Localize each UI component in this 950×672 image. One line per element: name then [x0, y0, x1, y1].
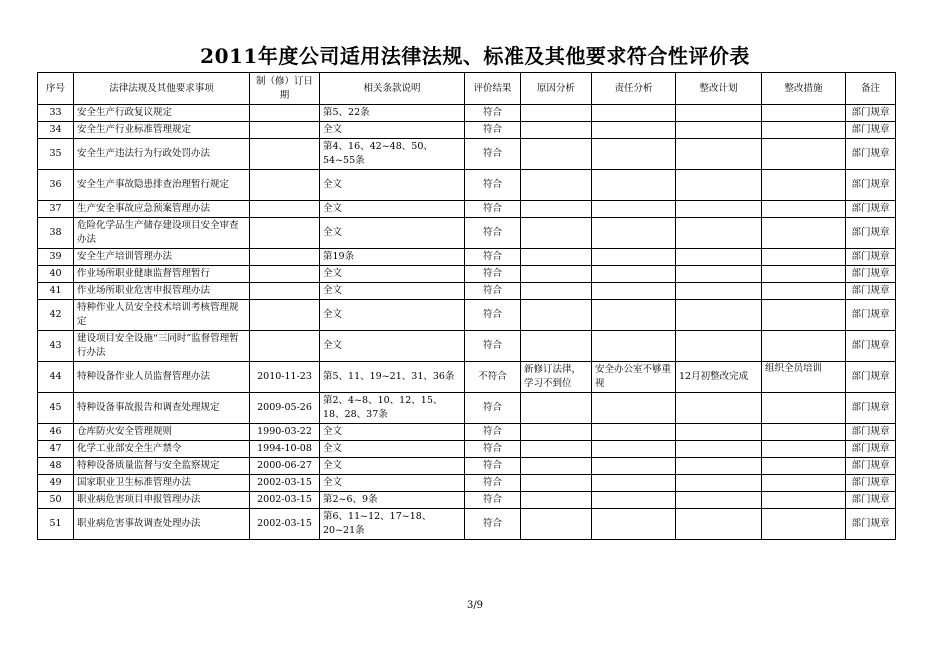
cell-note: 部门规章	[846, 424, 896, 441]
cell-clause: 全文	[320, 458, 465, 475]
table-row	[38, 249, 896, 266]
cell-date: 2002-03-15	[250, 509, 320, 540]
cell-clause: 第2~6、9条	[320, 492, 465, 509]
cell-date: 2009-05-26	[250, 393, 320, 424]
cell-plan	[676, 509, 762, 540]
cell-note: 部门规章	[846, 249, 896, 266]
cell-date	[250, 170, 320, 201]
cell-date	[250, 201, 320, 218]
cell-measure	[762, 105, 846, 122]
cell-measure	[762, 393, 846, 424]
cell-name: 安全生产培训管理办法	[74, 249, 250, 266]
cell-cause	[521, 509, 592, 540]
header-resp: 责任分析	[592, 73, 676, 105]
cell-measure	[762, 170, 846, 201]
cell-no: 37	[38, 201, 74, 218]
cell-resp	[592, 458, 676, 475]
cell-resp	[592, 249, 676, 266]
cell-name: 作业场所职业健康监督管理暂行	[74, 266, 250, 283]
header-clause: 相关条款说明	[320, 73, 465, 105]
cell-name: 特种设备质量监督与安全监察规定	[74, 458, 250, 475]
cell-name: 安全生产违法行为行政处罚办法	[74, 139, 250, 170]
cell-clause: 第5、22条	[320, 105, 465, 122]
cell-plan	[676, 201, 762, 218]
cell-clause: 全文	[320, 424, 465, 441]
table-row	[38, 331, 896, 362]
cell-measure	[762, 122, 846, 139]
cell-plan: 12月初整改完成	[676, 362, 762, 393]
cell-name: 作业场所职业危害申报管理办法	[74, 283, 250, 300]
cell-cause	[521, 331, 592, 362]
cell-name: 化学工业部安全生产禁令	[74, 441, 250, 458]
cell-date: 2002-03-15	[250, 475, 320, 492]
cell-no: 44	[38, 362, 74, 393]
cell-clause: 全文	[320, 170, 465, 201]
cell-result: 符合	[465, 300, 521, 331]
header-row	[38, 73, 896, 105]
cell-name: 仓库防火安全管理规则	[74, 424, 250, 441]
cell-clause: 全文	[320, 441, 465, 458]
cell-date	[250, 283, 320, 300]
header-result: 评价结果	[465, 73, 521, 105]
cell-cause	[521, 266, 592, 283]
cell-result: 符合	[465, 122, 521, 139]
cell-measure	[762, 509, 846, 540]
cell-cause	[521, 492, 592, 509]
cell-clause: 第2、4~8、10、12、15、18、28、37条	[320, 393, 465, 424]
cell-measure	[762, 458, 846, 475]
cell-cause	[521, 458, 592, 475]
header-date: 制（修）订日期	[250, 73, 320, 105]
table-row	[38, 492, 896, 509]
cell-measure	[762, 475, 846, 492]
cell-result: 符合	[465, 458, 521, 475]
cell-date: 2000-06-27	[250, 458, 320, 475]
cell-clause: 全文	[320, 300, 465, 331]
cell-plan	[676, 218, 762, 249]
cell-clause: 全文	[320, 266, 465, 283]
cell-cause	[521, 170, 592, 201]
table-row	[38, 105, 896, 122]
cell-cause	[521, 105, 592, 122]
cell-plan	[676, 266, 762, 283]
cell-date	[250, 139, 320, 170]
cell-name: 特种设备事故报告和调查处理规定	[74, 393, 250, 424]
table-row	[38, 201, 896, 218]
cell-date	[250, 249, 320, 266]
cell-name: 建设项目安全设施“三同时”监督管理暂行办法	[74, 331, 250, 362]
cell-no: 35	[38, 139, 74, 170]
cell-resp	[592, 218, 676, 249]
cell-plan	[676, 300, 762, 331]
cell-no: 38	[38, 218, 74, 249]
cell-date	[250, 266, 320, 283]
cell-clause: 全文	[320, 201, 465, 218]
cell-resp	[592, 331, 676, 362]
cell-cause	[521, 249, 592, 266]
cell-note: 部门规章	[846, 509, 896, 540]
header-name: 法律法规及其他要求事项	[74, 73, 250, 105]
cell-resp	[592, 509, 676, 540]
cell-clause: 第4、16、42~48、50、54~55条	[320, 139, 465, 170]
cell-cause	[521, 201, 592, 218]
cell-resp	[592, 201, 676, 218]
cell-plan	[676, 249, 762, 266]
cell-clause: 全文	[320, 475, 465, 492]
cell-date: 2002-03-15	[250, 492, 320, 509]
cell-resp	[592, 441, 676, 458]
cell-measure	[762, 424, 846, 441]
cell-name: 职业病危害项目申报管理办法	[74, 492, 250, 509]
cell-clause: 第19条	[320, 249, 465, 266]
cell-note: 部门规章	[846, 492, 896, 509]
table-row	[38, 283, 896, 300]
cell-no: 36	[38, 170, 74, 201]
cell-no: 41	[38, 283, 74, 300]
cell-result: 符合	[465, 424, 521, 441]
compliance-table	[37, 72, 896, 540]
cell-measure	[762, 249, 846, 266]
cell-clause: 全文	[320, 218, 465, 249]
cell-name: 特种作业人员安全技术培训考核管理规定	[74, 300, 250, 331]
cell-resp: 安全办公室不够重视	[592, 362, 676, 393]
cell-plan	[676, 105, 762, 122]
cell-measure	[762, 283, 846, 300]
cell-note: 部门规章	[846, 441, 896, 458]
cell-resp	[592, 300, 676, 331]
cell-result: 符合	[465, 139, 521, 170]
cell-clause: 第5、11、19~21、31、36条	[320, 362, 465, 393]
header-measure: 整改措施	[762, 73, 846, 105]
cell-measure	[762, 266, 846, 283]
cell-no: 46	[38, 424, 74, 441]
cell-clause: 全文	[320, 331, 465, 362]
cell-no: 39	[38, 249, 74, 266]
cell-measure: 组织全员培训	[762, 362, 846, 393]
cell-result: 符合	[465, 105, 521, 122]
cell-name: 国家职业卫生标准管理办法	[74, 475, 250, 492]
cell-note: 部门规章	[846, 139, 896, 170]
cell-plan	[676, 283, 762, 300]
cell-no: 40	[38, 266, 74, 283]
table-row	[38, 362, 896, 393]
cell-result: 不符合	[465, 362, 521, 393]
cell-cause	[521, 393, 592, 424]
cell-date	[250, 300, 320, 331]
table-row	[38, 266, 896, 283]
cell-cause	[521, 218, 592, 249]
cell-note: 部门规章	[846, 218, 896, 249]
header-note: 备注	[846, 73, 896, 105]
cell-cause	[521, 139, 592, 170]
cell-no: 49	[38, 475, 74, 492]
table-row	[38, 218, 896, 249]
cell-measure	[762, 331, 846, 362]
table-row	[38, 424, 896, 441]
cell-note: 部门规章	[846, 266, 896, 283]
cell-measure	[762, 218, 846, 249]
table-row	[38, 300, 896, 331]
cell-plan	[676, 475, 762, 492]
cell-resp	[592, 105, 676, 122]
cell-plan	[676, 424, 762, 441]
cell-result: 符合	[465, 509, 521, 540]
cell-result: 符合	[465, 249, 521, 266]
cell-name: 职业病危害事故调查处理办法	[74, 509, 250, 540]
cell-name: 安全生产行业标准管理规定	[74, 122, 250, 139]
cell-cause	[521, 122, 592, 139]
cell-cause	[521, 475, 592, 492]
cell-cause	[521, 424, 592, 441]
cell-note: 部门规章	[846, 393, 896, 424]
cell-clause: 全文	[320, 283, 465, 300]
cell-resp	[592, 122, 676, 139]
cell-resp	[592, 170, 676, 201]
cell-note: 部门规章	[846, 105, 896, 122]
cell-result: 符合	[465, 170, 521, 201]
cell-plan	[676, 139, 762, 170]
cell-name: 安全生产行政复议规定	[74, 105, 250, 122]
cell-date	[250, 105, 320, 122]
page-number: 3/9	[466, 600, 484, 611]
cell-no: 33	[38, 105, 74, 122]
cell-clause: 第6、11~12、17~18、20~21条	[320, 509, 465, 540]
table-row	[38, 170, 896, 201]
table-row	[38, 509, 896, 540]
cell-result: 符合	[465, 218, 521, 249]
cell-result: 符合	[465, 393, 521, 424]
cell-result: 符合	[465, 441, 521, 458]
cell-no: 50	[38, 492, 74, 509]
cell-no: 34	[38, 122, 74, 139]
cell-date: 1994-10-08	[250, 441, 320, 458]
table-row	[38, 122, 896, 139]
header-cause: 原因分析	[521, 73, 592, 105]
cell-plan	[676, 393, 762, 424]
cell-plan	[676, 331, 762, 362]
cell-measure	[762, 201, 846, 218]
cell-no: 42	[38, 300, 74, 331]
cell-result: 符合	[465, 475, 521, 492]
cell-cause	[521, 283, 592, 300]
cell-result: 符合	[465, 492, 521, 509]
cell-measure	[762, 441, 846, 458]
cell-no: 51	[38, 509, 74, 540]
table-row	[38, 458, 896, 475]
cell-note: 部门规章	[846, 362, 896, 393]
cell-plan	[676, 170, 762, 201]
cell-result: 符合	[465, 331, 521, 362]
cell-name: 生产安全事故应急预案管理办法	[74, 201, 250, 218]
cell-resp	[592, 266, 676, 283]
cell-date: 1990-03-22	[250, 424, 320, 441]
cell-no: 45	[38, 393, 74, 424]
cell-note: 部门规章	[846, 300, 896, 331]
cell-resp	[592, 283, 676, 300]
cell-name: 安全生产事故隐患排查治理暂行规定	[74, 170, 250, 201]
cell-plan	[676, 492, 762, 509]
cell-measure	[762, 139, 846, 170]
cell-no: 47	[38, 441, 74, 458]
table-row	[38, 139, 896, 170]
cell-date	[250, 331, 320, 362]
cell-resp	[592, 139, 676, 170]
cell-cause	[521, 441, 592, 458]
cell-cause	[521, 300, 592, 331]
cell-note: 部门规章	[846, 458, 896, 475]
cell-resp	[592, 424, 676, 441]
header-no: 序号	[38, 73, 74, 105]
cell-resp	[592, 475, 676, 492]
cell-measure	[762, 492, 846, 509]
cell-plan	[676, 122, 762, 139]
cell-note: 部门规章	[846, 331, 896, 362]
cell-no: 48	[38, 458, 74, 475]
cell-clause: 全文	[320, 122, 465, 139]
table-row	[38, 393, 896, 424]
cell-date	[250, 218, 320, 249]
cell-name: 特种设备作业人员监督管理办法	[74, 362, 250, 393]
cell-measure	[762, 300, 846, 331]
cell-note: 部门规章	[846, 170, 896, 201]
cell-no: 43	[38, 331, 74, 362]
cell-name: 危险化学品生产储存建设项目安全审查办法	[74, 218, 250, 249]
cell-date: 2010-11-23	[250, 362, 320, 393]
page-title: 2011年度公司适用法律法规、标准及其他要求符合性评价表	[200, 44, 750, 68]
cell-note: 部门规章	[846, 475, 896, 492]
cell-note: 部门规章	[846, 283, 896, 300]
cell-result: 符合	[465, 201, 521, 218]
cell-result: 符合	[465, 283, 521, 300]
table-row	[38, 475, 896, 492]
cell-note: 部门规章	[846, 201, 896, 218]
cell-plan	[676, 458, 762, 475]
cell-plan	[676, 441, 762, 458]
cell-date	[250, 122, 320, 139]
cell-resp	[592, 393, 676, 424]
cell-resp	[592, 492, 676, 509]
cell-result: 符合	[465, 266, 521, 283]
cell-cause: 新修订法律，学习不到位	[521, 362, 592, 393]
cell-note: 部门规章	[846, 122, 896, 139]
header-plan: 整改计划	[676, 73, 762, 105]
table-row	[38, 441, 896, 458]
